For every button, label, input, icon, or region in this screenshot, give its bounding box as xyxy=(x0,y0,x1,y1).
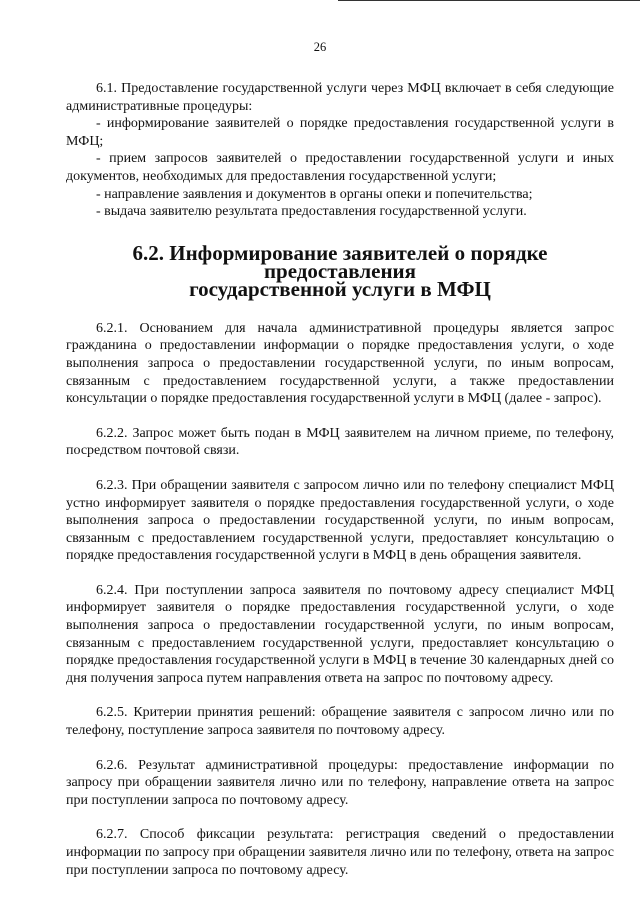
spacer xyxy=(66,740,614,757)
page-number: 26 xyxy=(313,40,327,54)
top-rule xyxy=(338,0,640,1)
paragraph-6-2-5: 6.2.5. Критерии принятия решений: обращение заявителя с запросом лично или по телефону, поступление запроса заявителя по почтовому адресу. xyxy=(66,705,614,739)
list-item: - прием запросов заявителей о предоставлении государственной услуги и иных документов, необходимых для предоставления государственной услуги; xyxy=(66,151,614,184)
heading-line: государственной услуги в МФЦ xyxy=(189,276,491,301)
document-body xyxy=(66,80,614,879)
paragraph-6-2-7: 6.2.7. Способ фиксации результата: регистрация сведений о предоставлении информации по запросу при обращении заявителя лично или по телефону, ответа на запрос при поступлении запроса по почтовому адресу. xyxy=(66,827,614,878)
spacer xyxy=(66,460,614,477)
paragraph-6-2-3: 6.2.3. При обращении заявителя с запросом лично или по телефону специалист МФЦ устно информирует заявителя о порядке предоставления государственной услуги, о ходе выполнения запроса о предоставлении государственной услуги, по иным вопросам, связанным с предоставлением государственной услуги, предоставляет консультацию о порядке предоставления государственной услуги в МФЦ в день обращения заявителя. xyxy=(66,477,614,564)
list-item: - направление заявления и документов в органы опеки и попечительства; xyxy=(96,186,533,202)
paragraph-6-2-4: 6.2.4. При поступлении запроса заявителя по почтовому адресу специалист МФЦ информирует заявителя о порядке предоставления государственной услуги, о ходе выполнения запроса о предоставлении государственной услуги, по иным вопросам, связанным с предоставлением государственной услуги, предоставляет консультацию о порядке предоставления государственной услуги в МФЦ в течение 30 календарных дней со дня получения запроса путем направления ответа на запрос по почтовому адресу. xyxy=(66,582,614,686)
spacer xyxy=(66,687,614,704)
list-item: - выдача заявителю результата предоставления государственной услуги. xyxy=(96,204,527,220)
paragraph-6-2-2: 6.2.2. Запрос может быть подан в МФЦ заявителем на личном приеме, по телефону, посредством почтовой связи. xyxy=(66,425,614,459)
paragraph-6-1-intro: 6.1. Предоставление государственной услуги через МФЦ включает в себя следующие административные процедуры: xyxy=(66,81,614,114)
spacer xyxy=(66,809,614,826)
heading-line: 6.2. Информирование заявителей о порядке предоставления xyxy=(132,240,548,283)
spacer xyxy=(66,298,614,320)
paragraph-6-2-1: 6.2.1. Основанием для начала административной процедуры является запрос гражданина о предоставлении информации о порядке предоставления услуги, о ходе выполнения запроса о предоставлении государственной услуги, по иным вопросам, связанным с предоставлением государственной услуги, а также предоставлении консультации о порядке предоставления государственной услуги в МФЦ (далее - запрос). xyxy=(66,320,614,407)
paragraph-6-2-6: 6.2.6. Результат административной процедуры: предоставление информации по запросу при обращении заявителя лично или по телефону, направление ответа на запрос при поступлении запроса по почтовому адресу. xyxy=(66,757,614,808)
spacer xyxy=(66,408,614,425)
section-heading-6-2 xyxy=(66,240,614,301)
list-item: - информирование заявителей о порядке предоставления государственной услуги в МФЦ; xyxy=(66,116,614,149)
spacer xyxy=(66,565,614,582)
